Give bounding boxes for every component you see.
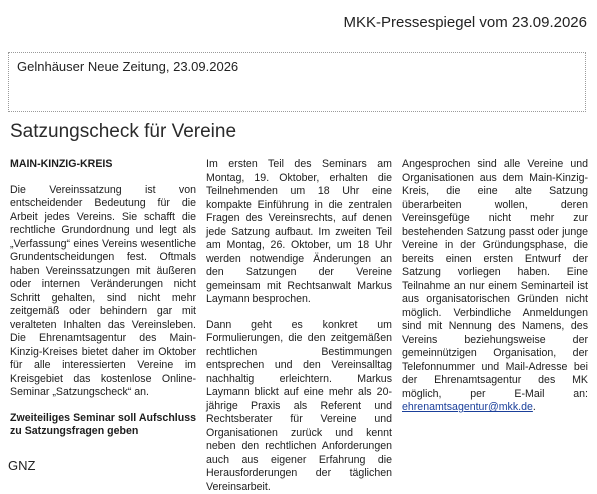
paragraph: Im ersten Teil des Seminars am Montag, 19. Oktober, erhalten die Teilnehmenden um 18 Uhr eine kompakte Einführung in die zentralen Fragen des Vereinsrechts, auf denen jede Satzung aufbaut. Im zweiten Teil am Montag, 26. Oktober, um 18 Uhr werden notwendige Änderungen an den Satzungen der Vereine gemeinsam mit Rechtsanwalt Markus Laymann besprochen. [206,158,392,307]
paragraph-text: Angesprochen sind alle Vereine und Organisationen aus dem Main-Kinzig-Kreis, die eine alte Satzung überarbeiten wollen, deren Vereinsgefüge nicht mehr zur bestehenden Satzung passt oder junge Vereine in der Gründungsphase, die bereits einen ersten Entwurf der Satzung vorliegen haben. Eine Teilnahme an nur einem Seminarteil ist aus organisatorischen Gründen nicht möglich. Verbindliche Anmeldungen sind mit Nennung des Namens, des Vereins beziehungsweise der gemeinnützigen Organisation, der Telefonnummer und Mail-Adresse bei der Ehrenamtsagentur des MK möglich, per E-Mail an: [402,158,588,400]
paragraph: Die Vereinssatzung ist von entscheidender Bedeutung für die Arbeit jedes Vereins. Sie schafft die rechtliche Grundordnung und legt als „Verfassung“ eines Vereins wesentliche Grundentscheidungen fest. Oftmals haben Vereinssatzungen mit äußeren oder internen Veränderungen nicht Schritt gehalten, sind nicht mehr zeitgemäß oder behindern gar mit veralteten Inhalten das Vereinsleben. Die Ehrenamtsagentur des Main-Kinzig-Kreises bietet daher im Oktober für alle interessierten Vereine im Kreisgebiet das kostenlose Online-Seminar „Satzungscheck“ an. [10,184,196,400]
period: . [533,401,536,413]
dateline: MAIN-KINZIG-KREIS [10,158,196,172]
article-body [10,158,590,458]
paragraph: Dann geht es konkret um Formulierungen, die den zeitgemäßen rechtlichen Bestimmungen entsprechen und den Vereinsalltag nachhaltig erleichtern. Markus Laymann blickt auf eine mehr als 20-jährige Praxis als Referent und Rechtsberater für Vereine und Organisationen zurück und kennt neben den rechtlichen Anforderungen auch aus eigener Erfahrung die Herausforderungen der täglichen Vereinsarbeit. [206,319,392,494]
source-line: Gelnhäuser Neue Zeitung, 23.09.2026 [17,59,238,74]
email-link[interactable]: ehrenamtsagentur@mkk.de [402,401,533,413]
press-review-title: MKK-Pressespiegel vom 23.09.2026 [344,14,587,31]
article-column-2 [206,158,392,458]
article-column-1 [10,158,196,458]
paragraph [402,158,588,415]
article-column-3 [402,158,588,458]
subheadline: Zweiteiliges Seminar soll Aufschluss zu Satzungsfragen geben [10,412,196,439]
source-abbreviation: GNZ [8,458,35,473]
source-box [8,52,586,112]
article-headline: Satzungscheck für Vereine [10,121,236,143]
